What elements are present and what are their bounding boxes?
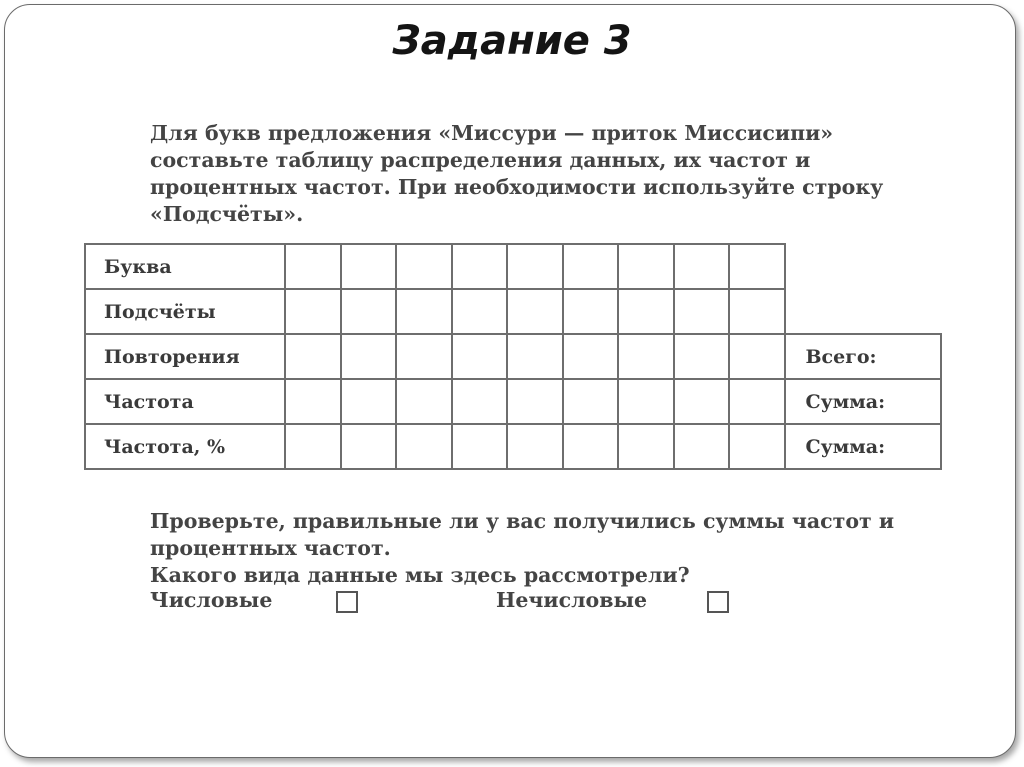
table-cell	[396, 334, 452, 379]
table-cell	[674, 244, 730, 289]
total-cell: Всего:	[785, 334, 941, 379]
table-cell	[396, 289, 452, 334]
table-cell	[563, 424, 619, 469]
row-label: Повторения	[85, 334, 285, 379]
slide-title: Задание 3	[392, 18, 632, 64]
table-cell	[341, 244, 397, 289]
sum-cell: Сумма:	[785, 424, 941, 469]
table-cell	[729, 379, 785, 424]
check-instructions	[150, 508, 932, 589]
table-cell	[729, 334, 785, 379]
table-cell	[563, 334, 619, 379]
empty-corner	[785, 289, 941, 334]
table-cell	[285, 334, 341, 379]
row-label: Буква	[85, 244, 285, 289]
table-row-repeats	[85, 334, 941, 379]
table-cell	[285, 244, 341, 289]
table-cell	[618, 289, 674, 334]
table-cell	[341, 334, 397, 379]
table-cell	[452, 244, 508, 289]
task-line: «Подсчёты».	[150, 202, 304, 226]
table-cell	[396, 244, 452, 289]
check-line: Какого вида данные мы здесь рассмотрели?	[150, 563, 690, 587]
table-cell	[618, 244, 674, 289]
sum-cell: Сумма:	[785, 379, 941, 424]
table-cell	[729, 424, 785, 469]
table-cell	[452, 289, 508, 334]
task-description	[150, 120, 932, 228]
table-row-tally	[85, 289, 941, 334]
table-cell	[341, 424, 397, 469]
check-line: Проверьте, правильные ли у вас получились суммы частот и	[150, 509, 895, 533]
table-cell	[452, 424, 508, 469]
check-line: процентных частот.	[150, 536, 391, 560]
table-cell	[452, 379, 508, 424]
table-cell	[341, 379, 397, 424]
table-cell	[674, 424, 730, 469]
table-cell	[507, 244, 563, 289]
table-row-letter	[85, 244, 941, 289]
table-cell	[396, 424, 452, 469]
table-row-frequency-percent	[85, 424, 941, 469]
row-label: Подсчёты	[85, 289, 285, 334]
table-cell	[507, 334, 563, 379]
empty-corner	[785, 244, 941, 289]
table-row-frequency	[85, 379, 941, 424]
row-label: Частота	[85, 379, 285, 424]
table-cell	[285, 424, 341, 469]
table-cell	[452, 334, 508, 379]
table-cell	[674, 379, 730, 424]
non-numeric-option-label: Нечисловые	[496, 588, 648, 612]
table-cell	[618, 334, 674, 379]
numeric-option-label: Числовые	[150, 588, 273, 612]
table-cell	[285, 379, 341, 424]
table-cell	[563, 289, 619, 334]
table-cell	[563, 244, 619, 289]
table-cell	[674, 289, 730, 334]
table-cell	[341, 289, 397, 334]
frequency-table	[84, 243, 942, 470]
numeric-checkbox[interactable]	[336, 591, 358, 613]
task-line: Для букв предложения «Миссури — приток Миссисипи»	[150, 121, 834, 145]
table-cell	[507, 289, 563, 334]
table-cell	[674, 334, 730, 379]
table-cell	[507, 424, 563, 469]
task-line: процентных частот. При необходимости используйте строку	[150, 175, 884, 199]
table-cell	[618, 379, 674, 424]
table-cell	[507, 379, 563, 424]
row-label: Частота, %	[85, 424, 285, 469]
table-cell	[729, 289, 785, 334]
data-type-options	[150, 588, 750, 618]
task-line: составьте таблицу распределения данных, их частот и	[150, 148, 811, 172]
non-numeric-checkbox[interactable]	[707, 591, 729, 613]
table-cell	[618, 424, 674, 469]
table-cell	[285, 289, 341, 334]
table-cell	[563, 379, 619, 424]
table-cell	[396, 379, 452, 424]
table-cell	[729, 244, 785, 289]
